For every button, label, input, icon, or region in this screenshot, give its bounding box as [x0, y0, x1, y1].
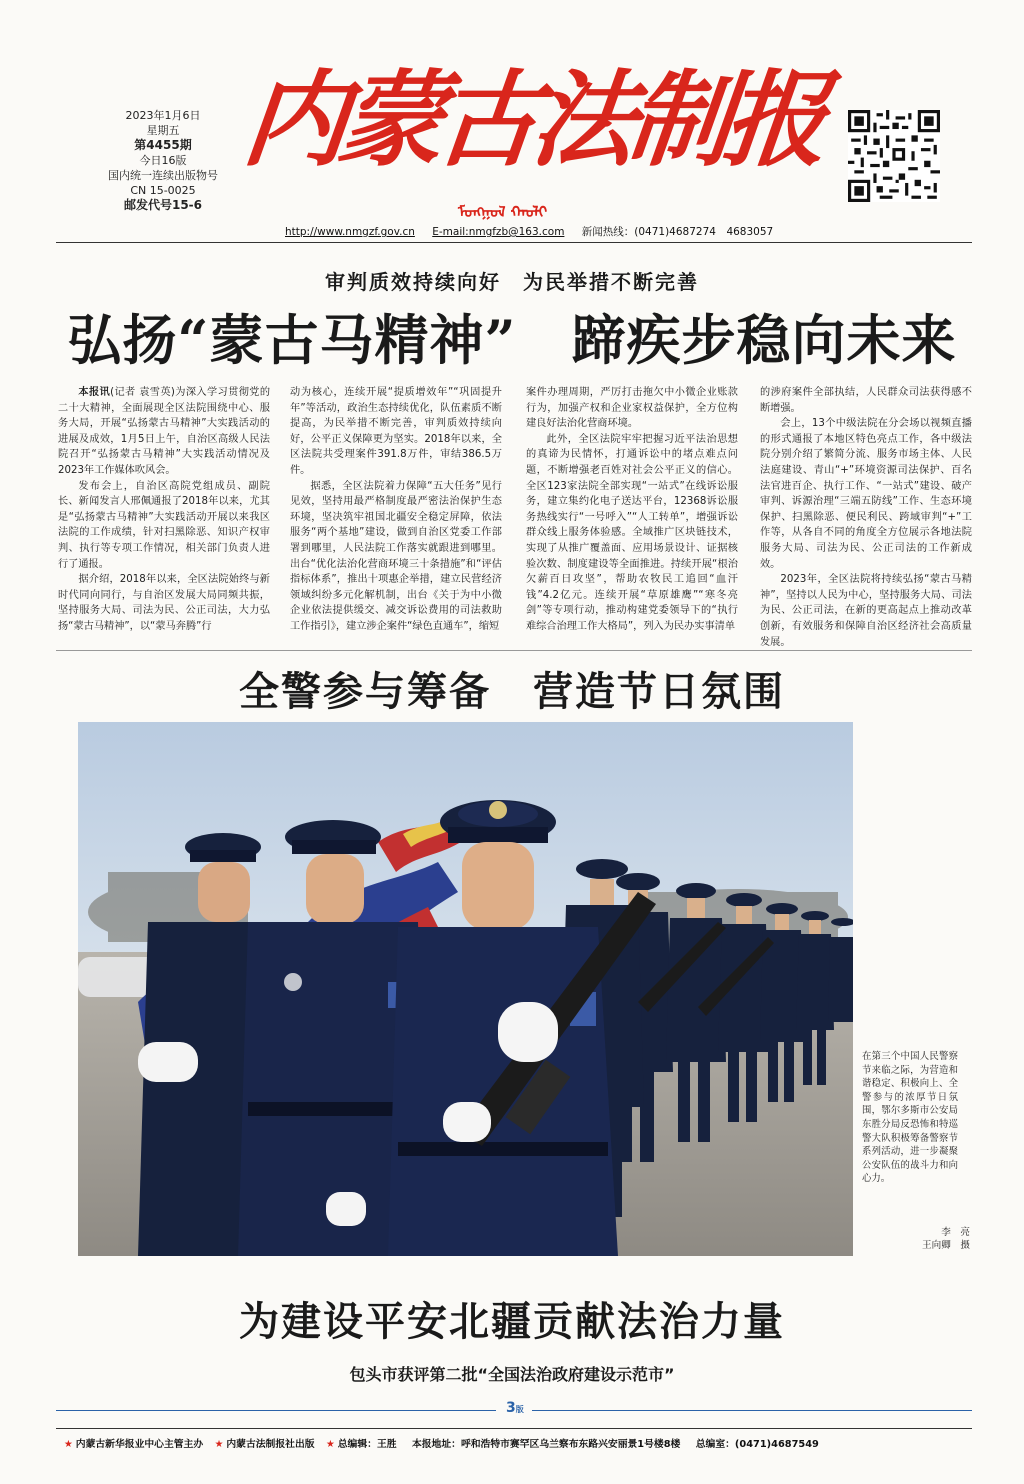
page-ref-rule-left: [56, 1410, 496, 1411]
hotline-text: 新闻热线：(0471)4687274 4683057: [581, 226, 774, 238]
lead-headline: 弘扬“蒙古马精神” 蹄疾步稳向未来: [67, 308, 957, 372]
photo-credit: [880, 1226, 970, 1252]
email-link[interactable]: E-mail:nmgfzb@163.com: [432, 226, 565, 238]
serial-label: 国内统一连续出版物号: [108, 169, 218, 182]
mongolian-title: ᠮᠣᠩᠭᠣᠯ ᠬᠠᠤᠯᠢ: [458, 203, 548, 221]
paragraph: 据介绍，2018年以来，全区法院始终与新时代同向同行，与自治区发展大局同频共振，坚持服务大局、司法为民、公正司法，大力弘扬“蒙古马精神”，以“蒙马奔腾”行: [58, 574, 270, 632]
credit-line-2: 王向卿 摄: [922, 1240, 970, 1251]
footer-item: 内蒙古法制报社出版: [226, 1439, 315, 1450]
paragraph: 本报讯(记者 袁雪英)为深入学习贯彻党的二十大精神，全面展现全区法院围绕中心、服务大局，开展“弘扬蒙古马精神”大实践活动的进展及成效，1月5日上午，自治区高级人民法院召开“弘扬蒙古马精神”大实践活动情况及2023年工作媒体吹风会。: [58, 387, 271, 476]
page-ref-rule-right: [532, 1410, 972, 1411]
paragraph: 此外，全区法院牢牢把握习近平法治思想的真谛为民情怀，打通诉讼中的堵点难点问题，不断增强老百姓对社会公平正义的信心。全区123家法院全部实现“一站式”在线诉讼服务，建立集约化电子送达平台，12368诉讼服务热线实行“一号呼入”“人工转单”，增强诉讼群众线上服务体验感。全域推广区块链技术，实现了从推广覆盖面、应用场景设计、证据核验次数、制度建设等全面推进。持续开展“根治欠薪百日攻坚”，帮助农牧民工追回“血汗钱”4.2亿元。连续开展“草原雄鹰”“寒冬亮剑”等专项行动，推动构建党委领导下的“执行难综合治理工作大格局”，列入为民办实事清单: [526, 433, 738, 632]
paragraph: 的涉府案件全部执结，人民群众司法获得感不断增强。: [760, 387, 972, 414]
credit-line-1: 李 亮: [941, 1227, 970, 1238]
star-icon: ★: [325, 1439, 335, 1450]
paragraph: 发布会上，自治区高院党组成员、副院长、新闻发言人邢佩通报了2018年以来，尤其是“弘扬蒙古马精神”大实践活动开展以来我区法院的工作成绩，针对扫黑除恶、知识产权审判、执行等专项工作情况，相关部门负责人进行了通报。: [58, 480, 270, 570]
star-icon: ★: [214, 1439, 224, 1450]
bottom-headline: 为建设平安北疆贡献法治力量: [239, 1298, 785, 1345]
issue-weekday: 星期五: [146, 124, 180, 137]
issue-date: 2023年1月6日: [125, 109, 201, 122]
paragraph: 动为核心，连续开展“提质增效年”“巩固提升年”等活动，政治生态持续优化，队伍素质不断提高，为民举措不断完善，审判质效持续向好，公平正义保障更为坚实。2018年以来，全区法院共受理案件391.8万件，审结386.5万件。: [290, 387, 502, 476]
footer: [56, 1436, 972, 1450]
photo-headline: 全警参与筹备 营造节日氛围: [239, 668, 785, 715]
qr-code-icon[interactable]: [848, 110, 940, 202]
police-honor-guard-photo: [78, 722, 853, 1256]
article-column-3: [526, 385, 738, 635]
lead-kicker: 审判质效持续向好 为民举措不断完善: [325, 270, 699, 294]
footer-divider: [56, 1428, 972, 1429]
article-column-4: [760, 385, 972, 650]
paragraph: 会上，13个中级法院在分会场以视频直播的形式通报了本地区特色亮点工作，各中级法院分别介绍了繁简分流、服务市场主体、人民法庭建设、青山“+”环境资源司法保护、百名法官进百企、执行工作、“一站式”建设、破产审判、诉源治理“三端五防线”工作、生态环境保护、扫黑除恶、便民利民、跨域审判“+”工作等，从各自不同的角度全方位展示各地法院服务大局、司法为民、公正司法的工作新成效。: [760, 418, 972, 570]
footer-item: 内蒙古新华报业中心主管主办: [75, 1439, 204, 1450]
section-divider: [56, 650, 972, 651]
issue-pages: 今日16版: [139, 154, 187, 167]
paragraph: 据悉，全区法院着力保障“五大任务”见行见效，坚持用最严格制度最严密法治保护生态环境，坚决筑牢祖国北疆安全稳定屏障，依法服务“两个基地”建设，做到自治区党委工作部署到哪里，人民法院工作落实就跟进到哪里。出台“优化法治化营商环境三十条措施”和“评估指标体系”，推出十项惠企举措，建立民营经济领域纠纷多元化解机制，出台《关于为中小微企业依法提供缓交、减交诉讼费用的司法救助工作指引》，建立涉企案件“绿色直通车”，缩短: [290, 480, 502, 632]
dateline: 本报讯: [78, 387, 111, 398]
contact-line: [285, 224, 787, 239]
issue-info: [88, 108, 238, 213]
article-column-1: [58, 385, 270, 635]
cn-number: CN 15-0025: [130, 184, 196, 197]
bottom-subheadline: 包头市获评第二批“全国法治政府建设示范市”: [349, 1365, 675, 1384]
paragraph: 案件办理周期，严厉打击拖欠中小微企业账款行为，加强产权和企业家权益保护，全方位构建良好法治化营商环境。: [526, 387, 738, 430]
paragraph: 2023年，全区法院将持续弘扬“蒙古马精神”，坚持以人民为中心，坚持服务大局、司法为民、公正司法，在新的更高起点上推动改革创新，有效服务和保障自治区经济社会高质量发展。: [760, 574, 972, 648]
article-column-2: [290, 385, 502, 635]
footer-item: 总编辑：王胜: [337, 1439, 397, 1450]
postal-code: 邮发代号15-6: [123, 198, 203, 212]
footer-address: 本报地址：呼和浩特市赛罕区乌兰察布东路兴安丽景1号楼8楼: [411, 1439, 681, 1450]
issue-number: 第4455期: [134, 138, 192, 152]
masthead-divider: [56, 242, 972, 243]
footer-office-phone: 总编室：(0471)4687549: [695, 1439, 819, 1450]
page-reference[interactable]: 3版: [506, 1400, 524, 1416]
photo-caption: 在第三个中国人民警察节来临之际，为营造和谐稳定、积极向上、全警参与的浓厚节日氛围，鄂尔多斯市公安局东胜分局反恐怖和特巡警大队积极筹备警察节系列活动，进一步凝聚公安队伍的战斗力和向心力。: [862, 1051, 958, 1185]
star-icon: ★: [64, 1439, 73, 1450]
newspaper-logo: 内蒙古法制报: [237, 58, 827, 181]
website-link[interactable]: http://www.nmgzf.gov.cn: [285, 226, 415, 238]
